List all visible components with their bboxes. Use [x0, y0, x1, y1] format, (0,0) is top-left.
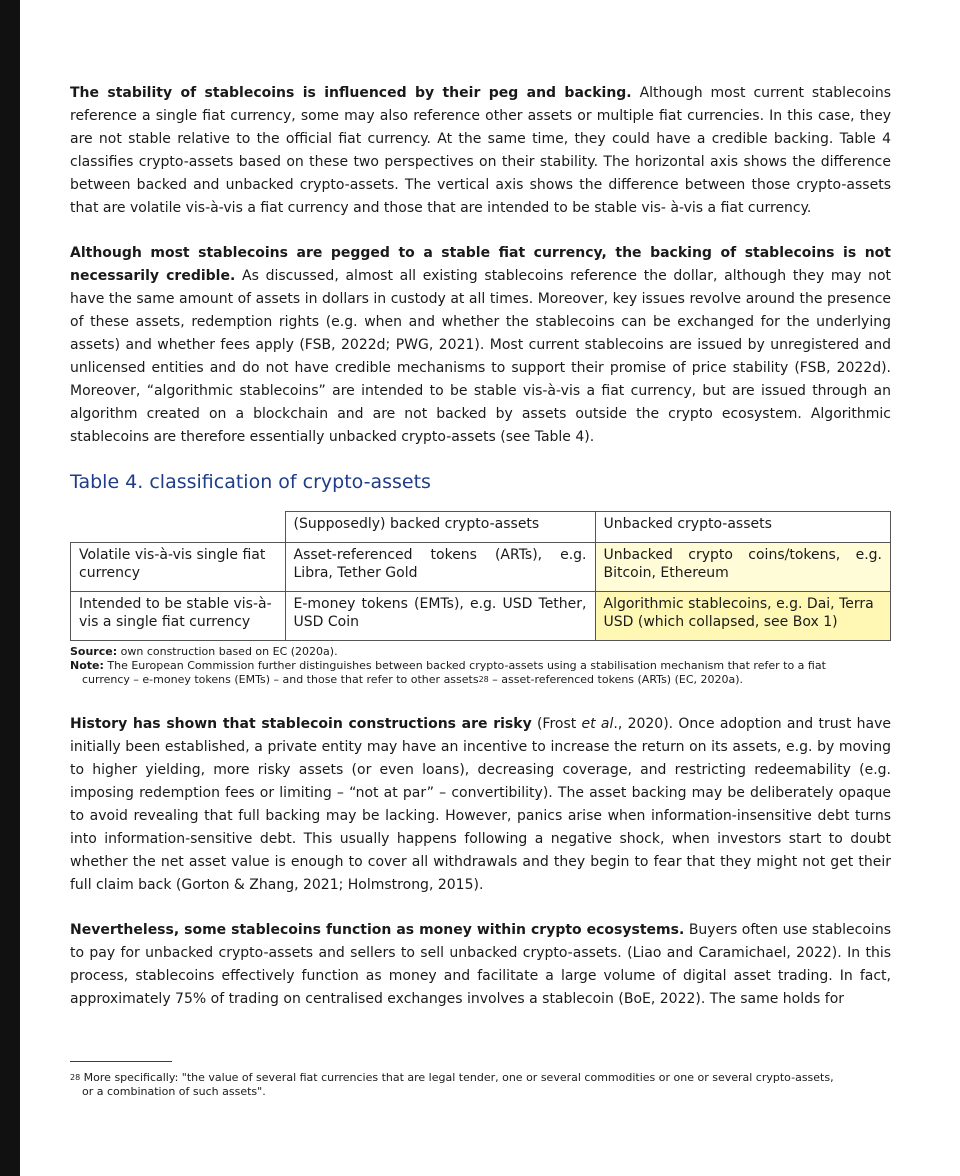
note-text: currency – e-money tokens (EMTs) – and those that refer to other assets — [82, 673, 479, 686]
paragraph-text: Although most current stablecoins reference a single fiat currency, some may also reference other assets or multiple fiat currencies. In this case, they are not stable relative to the official fiat currency. At the same time, they could have a credible backing. Table 4 classifies crypto-assets based on these two perspectives on their stability. The horizontal axis shows the difference between backed and unbacked crypto-assets. The vertical axis shows the difference between those crypto-assets that are volatile vis-à-vis a fiat currency and those that are intended to be stable vis- à-vis a fiat currency. — [70, 85, 892, 216]
footnote-number: 28 — [70, 1073, 81, 1082]
table-source — [70, 645, 891, 659]
paragraph-text: Buyers often use stablecoins to pay for unbacked crypto-assets and sellers to sell unbacked crypto-assets. (Liao and Caramichael, 2022). In this process, stablecoins effectively function as money and facilitate a large volume of digital asset trading. In fact, approximately 75% of trading on centralised exchanges involves a stablecoin (BoE, 2022). The same holds for — [70, 922, 891, 1007]
classification-table — [70, 511, 891, 641]
paragraph-lead: History has shown that stablecoin constructions are risky — [70, 716, 532, 732]
note-text: The European Commission further distinguishes between backed crypto-assets using a stabilisation mechanism that refer to a fiat — [103, 659, 826, 672]
column-header-backed: (Supposedly) backed crypto-assets — [285, 512, 595, 543]
source-text: own construction based on EC (2020a). — [117, 645, 338, 658]
footnote-continuation: or a combination of such assets". — [82, 1085, 266, 1098]
paragraph-backing — [70, 242, 891, 449]
spacer — [70, 687, 891, 713]
note-continuation — [70, 673, 891, 687]
footnote-reference[interactable]: 28 — [478, 675, 489, 684]
column-header-unbacked: Unbacked crypto-assets — [595, 512, 891, 543]
paragraph-lead: Although most stablecoins are pegged to a stable fiat currency, the backing of stablecoins is not necessarily credible. — [70, 245, 891, 284]
table-title: Table 4. classification of crypto-assets — [70, 471, 431, 493]
table-source-note — [70, 645, 891, 687]
footnote-divider — [70, 1061, 172, 1062]
cell-backed-stable: E-money tokens (EMTs), e.g. USD Tether, USD Coin — [285, 592, 595, 641]
table-header-row — [71, 512, 891, 543]
paragraph-lead: Nevertheless, some stablecoins function as money within crypto ecosystems. — [70, 922, 685, 938]
row-header-stable: Intended to be stable vis-à-vis a single fiat currency — [71, 592, 286, 641]
cell-unbacked-volatile: Unbacked crypto coins/tokens, e.g. Bitcoin, Ethereum — [595, 543, 891, 592]
source-label: Source: — [70, 645, 118, 658]
row-header-volatile: Volatile vis-à-vis single fiat currency — [71, 543, 286, 592]
paragraph-text: (Frost — [531, 716, 582, 732]
paragraph-lead: The stability of stablecoins is influenced by their peg and backing. — [70, 85, 632, 101]
footnote-text: More specifically: "the value of several fiat currencies that are legal tender, one or several commodities or one or several crypto-assets, — [80, 1071, 834, 1084]
table-row — [71, 592, 891, 641]
page-left-edge — [0, 0, 20, 1176]
cell-unbacked-stable: Algorithmic stablecoins, e.g. Dai, Terra USD (which collapsed, see Box 1) — [595, 592, 891, 641]
table-note — [70, 659, 891, 687]
paragraph-text: As discussed, almost all existing stablecoins reference the dollar, although they may not have the same amount of assets in dollars in custody at all times. Moreover, key issues revolve around the presence of these assets, redemption rights (e.g. when and whether the stablecoins can be exchanged for the underlying assets) and whether fees apply (FSB, 2022d; PWG, 2021). Most current stablecoins are issued by unregistered and unlicensed entities and do not have credible mechanisms to support their promise of price stability (FSB, 2022d). Moreover, “algorithmic stablecoins” are intended to be stable vis-à-vis a fiat currency, but are issued through an algorithm created on a blockchain and are not backed by assets outside the crypto ecosystem. Algorithmic stablecoins are therefore essentially unbacked crypto-assets (see Table 4). — [70, 268, 891, 445]
paragraph-history — [70, 713, 891, 897]
paragraph-italic: et al — [581, 716, 614, 732]
paragraph-money — [70, 919, 891, 1011]
table-row — [71, 543, 891, 592]
footnote — [70, 1071, 891, 1099]
table-corner-cell — [71, 512, 286, 543]
paragraph-stability — [70, 82, 891, 220]
paragraph-text: ., 2020). Once adoption and trust have initially been established, a private entity may have an incentive to increase the return on its assets, e.g. by moving to higher yielding, more risky assets (or even loans), decreasing coverage, and restricting redeemability (e.g. imposing redemption fees or limiting – “not at par” – convertibility). The asset backing may be deliberately opaque to avoid revealing that full backing may be lacking. However, panics arise when information-insensitive debt turns into information-sensitive debt. This usually happens following a negative shock, when investors start to doubt whether the net asset value is enough to cover all withdrawals and they begin to fear that they might not get their full claim back (Gorton & Zhang, 2021; Holmstrong, 2015). — [70, 716, 891, 893]
note-label: Note: — [70, 659, 104, 672]
cell-backed-volatile: Asset-referenced tokens (ARTs), e.g. Libra, Tether Gold — [285, 543, 595, 592]
document-page — [70, 82, 891, 1033]
note-text: – asset-referenced tokens (ARTs) (EC, 2020a). — [488, 673, 744, 686]
